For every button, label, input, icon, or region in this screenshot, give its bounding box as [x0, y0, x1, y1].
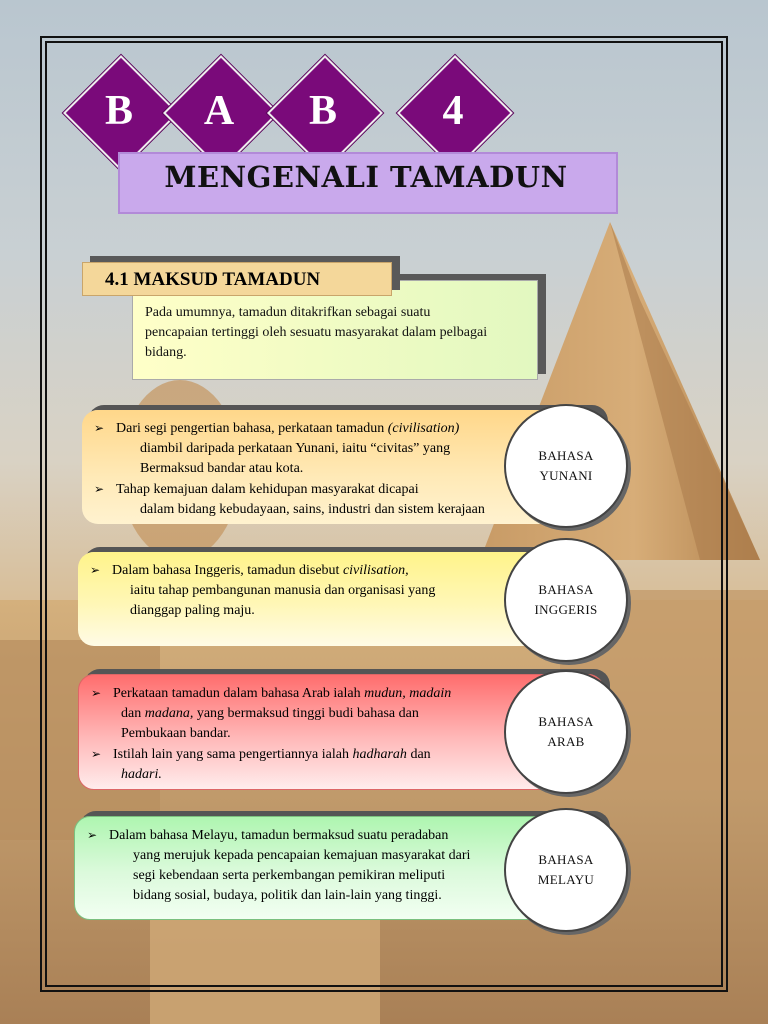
definition-line-1: Pada umumnya, tamadun ditakrifkan sebagai suatu	[145, 305, 431, 320]
card-inggeris-line-2: iaitu tahap pembangunan manusia dan organisasi yang	[130, 583, 436, 598]
chapter-letter-b: B	[104, 88, 133, 134]
page-title: MENGENALI TAMADUN	[164, 160, 568, 194]
chapter-letter-b2: B	[308, 88, 337, 134]
chapter-number: 4	[442, 88, 464, 134]
card-yunani-line-2: diambil daripada perkataan Yunani, iaitu “civitas” yang	[140, 441, 451, 456]
label-bahasa-arab: BAHASA ARAB	[504, 670, 628, 794]
card-inggeris: ➢ Dalam bahasa Inggeris, tamadun disebut civilisation, iaitu tahap pembangunan manusia dan organisasi yang dianggap paling maju.	[78, 552, 600, 646]
card-arab-line-5: hadari.	[121, 767, 162, 782]
definition-line-2: pencapaian tertinggi oleh sesuatu masyarakat dalam pelbagai	[145, 325, 488, 340]
card-yunani-line-5: dalam bidang kebudayaan, sains, industri dan sistem kerajaan	[140, 502, 485, 517]
card-arab: ➢ Perkataan tamadun dalam bahasa Arab ialah mudun, madain dan madana, yang bermaksud tinggi budi bahasa dan Pembukaan bandar. ➢ Istilah lain yang sama pengertiannya ialah hadharah dan hadari.	[78, 674, 604, 790]
card-yunani: ➢ Dari segi pengertian bahasa, perkataan tamadun (civilisation) diambil daripada perkataan Yunani, iaitu “civitas” yang Bermaksud bandar atau kota. ➢ Tahap kemajuan dalam kehidupan masyarakat dicapai dalam bidang kebudayaan, sains, industri dan sistem kerajaan	[82, 410, 602, 524]
chapter-letter-a: A	[203, 88, 235, 134]
label-bahasa-inggeris: BAHASA INGGERIS	[504, 538, 628, 662]
bullet-icon: ➢	[94, 421, 105, 435]
card-melayu: ➢ Dalam bahasa Melayu, tamadun bermaksud suatu peradaban yang merujuk kepada pencapaian kemajuan masyarakat dari segi kebendaan serta perkembangan pemikiran meliputi bidang sosial, budaya, politik dan lain-lain yang tinggi.	[74, 816, 604, 920]
bullet-icon: ➢	[87, 828, 98, 842]
label-bahasa-yunani: BAHASA YUNANI	[504, 404, 628, 528]
definition-line-3: bidang.	[145, 345, 187, 360]
card-melayu-line-3: segi kebendaan serta perkembangan pemikiran meliputi	[133, 868, 446, 883]
card-inggeris-line-3: dianggap paling maju.	[130, 603, 255, 618]
bullet-icon: ➢	[94, 482, 105, 496]
card-arab-line-3: Pembukaan bandar.	[121, 726, 231, 741]
bullet-icon: ➢	[90, 563, 101, 577]
section-heading: 4.1 MAKSUD TAMADUN	[82, 262, 392, 296]
card-melayu-line-4: bidang sosial, budaya, politik dan lain-lain yang tinggi.	[133, 888, 442, 903]
card-melayu-line-2: yang merujuk kepada pencapaian kemajuan masyarakat dari	[133, 848, 471, 863]
bullet-icon: ➢	[91, 686, 102, 700]
card-yunani-line-3: Bermaksud bandar atau kota.	[140, 461, 304, 476]
bullet-icon: ➢	[91, 747, 102, 761]
label-bahasa-melayu: BAHASA MELAYU	[504, 808, 628, 932]
